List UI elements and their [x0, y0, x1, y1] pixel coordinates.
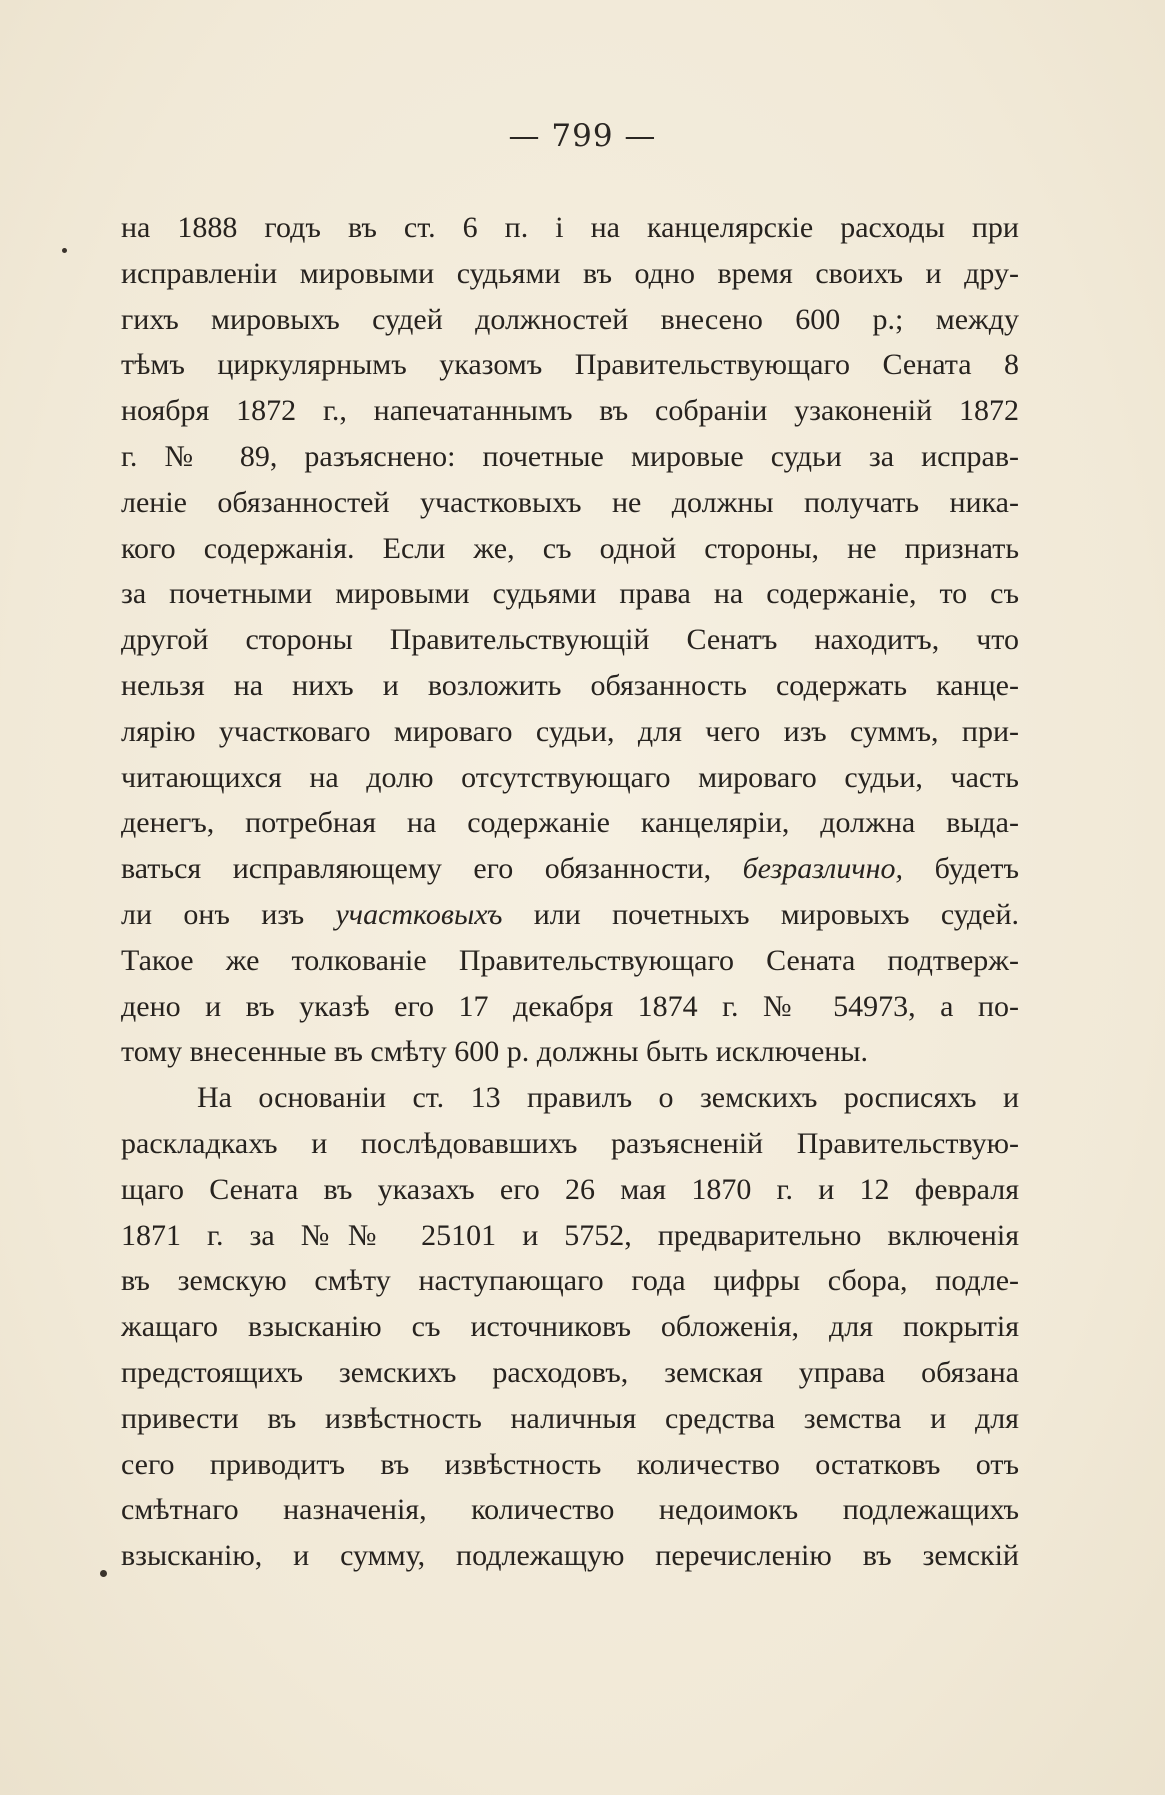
text-line: кого содержанія. Если же, съ одной стороны, не признать	[121, 531, 1019, 565]
text-line: г. № 89, разъяснено: почетные мировые судьи за исправ-	[121, 439, 1019, 473]
text-line: взысканію, и сумму, подлежащую перечисленію въ земскій	[121, 1539, 1019, 1573]
text-line: дено и въ указѣ его 17 декабря 1874 г. № 54973, а по-	[121, 989, 1019, 1023]
text-line: за почетными мировыми судьями права на содержаніе, то съ	[121, 577, 1019, 611]
text-segment: будетъ	[903, 852, 1019, 886]
text-line: на 1888 годъ въ ст. 6 п. і на канцелярскіе расходы при	[121, 211, 1019, 244]
text-line: другой стороны Правительствующій Сенатъ находитъ, что	[121, 623, 1019, 657]
italic-emphasis: безразлично,	[742, 852, 904, 886]
text-line: предстоящихъ земскихъ расходовъ, земская управа обязана	[121, 1355, 1019, 1389]
text-line: тому внесенные въ смѣту 600 р. должны быть исключены.	[121, 1035, 869, 1069]
text-line: читающихся на долю отсутствующаго мироваго судьи, часть	[121, 760, 1019, 794]
text-line: На основаніи ст. 13 правилъ о земскихъ росписяхъ и	[197, 1081, 1019, 1115]
text-line: нельзя на нихъ и возложить обязанность содержать канце-	[121, 668, 1019, 702]
body-text	[121, 205, 1019, 1579]
text-line: тѣмъ циркулярнымъ указомъ Правительствующаго Сената 8	[121, 348, 1019, 382]
text-line: въ земскую смѣту наступающаго года цифры сбора, подле-	[121, 1264, 1019, 1298]
text-line: сего приводитъ въ извѣстность количество остатковъ отъ	[121, 1447, 1019, 1481]
text-line: лярію участковаго мироваго судьи, для чего изъ суммъ, при-	[121, 714, 1019, 748]
text-line: денегъ, потребная на содержаніе канцеляріи, должна выда-	[121, 806, 1019, 840]
text-segment: или почетныхъ мировыхъ судей.	[502, 897, 1019, 931]
italic-emphasis: участковыхъ	[335, 897, 503, 931]
page-number: — 799 —	[508, 118, 657, 154]
text-line: раскладкахъ и послѣдовавшихъ разъясненій Правительствую-	[121, 1126, 1019, 1160]
text-line: привести въ извѣстность наличныя средства земства и для	[121, 1401, 1019, 1435]
text-line	[121, 892, 1019, 938]
print-speck	[100, 1570, 107, 1577]
text-line: жащаго взысканію съ источниковъ обложенія, для покрытія	[121, 1310, 1019, 1344]
text-segment: ли онъ изъ	[121, 897, 336, 931]
text-line: Такое же толкованіе Правительствующаго Сената подтверж-	[121, 943, 1019, 977]
text-line: исправленіи мировыми судьями въ одно время своихъ и дру-	[121, 256, 1019, 290]
text-line: щаго Сената въ указахъ его 26 мая 1870 г. и 12 февраля	[121, 1172, 1019, 1206]
text-line: гихъ мировыхъ судей должностей внесено 600 р.; между	[121, 302, 1019, 336]
text-line: ноября 1872 г., напечатаннымъ въ собраніи узаконеній 1872	[121, 394, 1019, 428]
text-line	[121, 846, 1019, 892]
text-line: 1871 г. за №№ 25101 и 5752, предварительно включенія	[121, 1218, 1019, 1252]
print-speck	[62, 248, 67, 253]
text-line: смѣтнаго назначенія, количество недоимокъ подлежащихъ	[121, 1493, 1019, 1527]
text-line: леніе обязанностей участковыхъ не должны получать ника-	[121, 485, 1019, 519]
text-segment: ваться исправляющему его обязанности,	[121, 852, 743, 886]
